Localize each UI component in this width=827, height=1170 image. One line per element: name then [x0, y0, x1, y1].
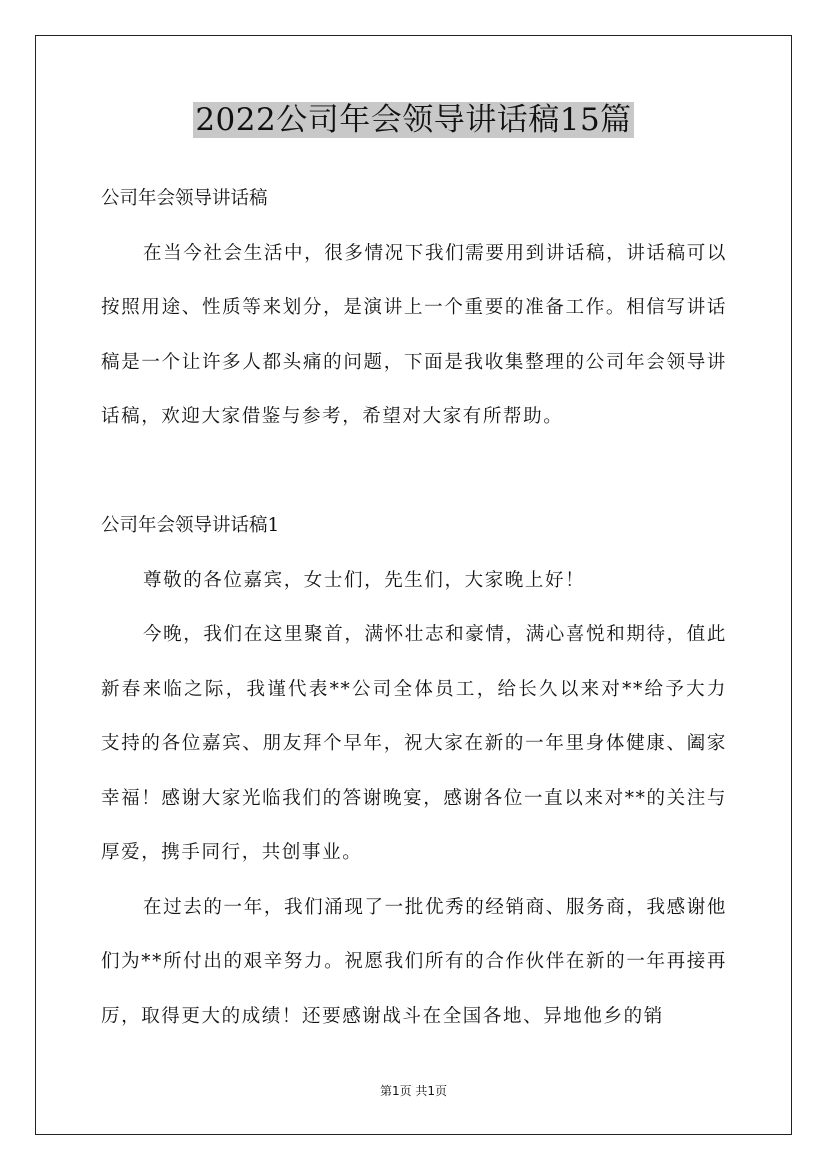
- intro-heading: 公司年会领导讲话稿: [101, 188, 268, 209]
- document-title: [0, 100, 827, 140]
- section1-paragraph-2: 今晚，我们在这里聚首，满怀壮志和豪情，满心喜悦和期待，值此新春来临之际，我谨代表**公司全体员工，给长久以来对**给予大力支持的各位嘉宾、朋友拜个早年，祝大家在新的一年里身体健康、阖家幸福！感谢大家光临我们的答谢晚宴，感谢各位一直以来对**的关注与厚爱，携手同行，共创事业。: [101, 624, 727, 863]
- section1-paragraph-1: 尊敬的各位嘉宾，女士们，先生们，大家晚上好！: [143, 569, 586, 591]
- page-footer: 第1页 共1页: [379, 1084, 448, 1098]
- section-spacer: [101, 445, 727, 500]
- intro-paragraph: 在当今社会生活中，很多情况下我们需要用到讲话稿，讲话稿可以按照用途、性质等来划分，是演讲上一个重要的准备工作。相信写讲话稿是一个让许多人都头痛的问题，下面是我收集整理的公司年会领导讲话稿，欢迎大家借鉴与参考，希望对大家有所帮助。: [101, 242, 727, 427]
- document-title-text: 2022公司年会领导讲话稿15篇: [195, 102, 632, 138]
- section1-paragraph-3: 在过去的一年，我们涌现了一批优秀的经销商、服务商，我感谢他们为**所付出的艰辛努力。祝愿我们所有的合作伙伴在新的一年再接再厉，取得更大的成绩！还要感谢战斗在全国各地、异地他乡的销: [101, 896, 727, 1027]
- document-body: [101, 172, 727, 1044]
- section1-heading: 公司年会领导讲话稿1: [101, 515, 280, 536]
